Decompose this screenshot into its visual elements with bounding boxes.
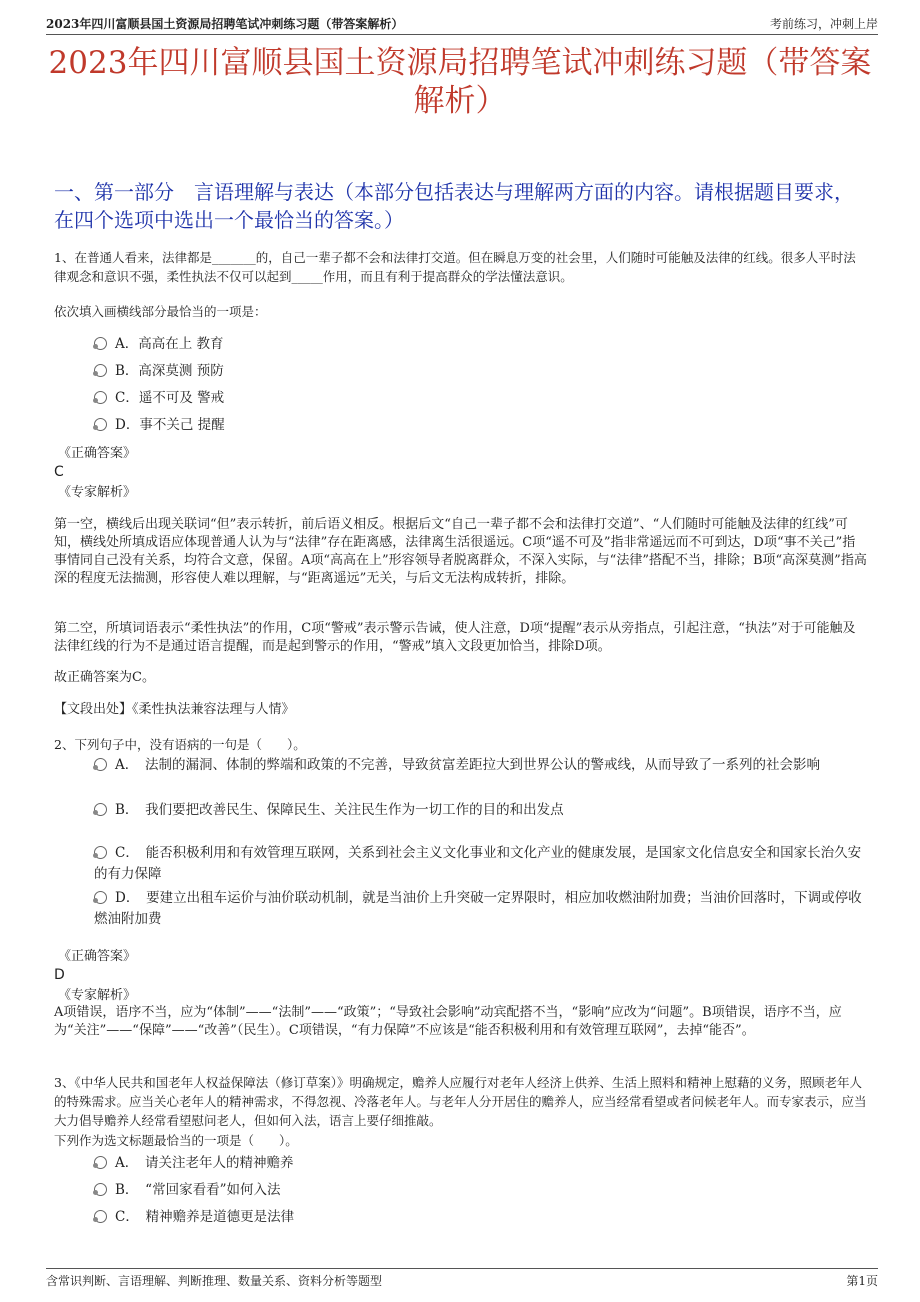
radio-icon[interactable] bbox=[94, 418, 107, 431]
radio-icon[interactable] bbox=[94, 337, 107, 350]
q1-answer: C bbox=[54, 464, 64, 480]
page-number: 第1页 bbox=[846, 1274, 878, 1288]
q3-stem: 3、《中华人民共和国老年人权益保障法（修订草案）》明确规定，赡养人应履行对老年人经济上供养、生活上照料和精神上慰藉的义务，照顾老年人的特殊需求。应当关心老年人的精神需求，不得忽视、冷落老年人。与老年人分开居住的赡养人，应当经常看望或者问候老年人。而专家表示，应当大力倡导赡养人经常看望慰问老人，但如何入法，语言上要仔细推敲。 bbox=[54, 1075, 867, 1128]
section-heading: 一、第一部分 言语理解与表达（本部分包括表达与理解两方面的内容。请根据题目要求，在四个选项中选出一个最恰当的答案。） bbox=[54, 180, 854, 232]
q1-option-c[interactable]: C．遥不可及 警戒 bbox=[94, 388, 868, 409]
radio-icon[interactable] bbox=[94, 758, 107, 771]
q1-option-a[interactable]: A．高高在上 教育 bbox=[94, 334, 868, 355]
radio-icon[interactable] bbox=[94, 891, 107, 904]
q2-analysis-label: 《专家解析》 bbox=[58, 988, 137, 1003]
q1-prompt: 依次填入画横线部分最恰当的一项是： bbox=[54, 304, 267, 319]
radio-icon[interactable] bbox=[94, 846, 107, 859]
q1-analysis-para1: 第一空，横线后出现关联词“但”表示转折，前后语义相反。根据后文“自己一辈子都不会和法律打交道”、“人们随时可能触及法律的红线”可知，横线处所填成语应体现普通人认为与“法律”存在距离感，法律离生活很遥远。C项“遥不可及”指非常遥远而不可到达，D项“事不关己”指事情同自己没有关系，均符合文意，保留。A项“高高在上”形容领导者脱离群众，不深入实际，与“法律”搭配不当，排除；B项“高深莫测”指高深的程度无法揣测，形容使人难以理解，与“距离遥远”无关，与后文无法构成转折，排除。 bbox=[54, 517, 867, 586]
q1-conclusion: 故正确答案为C。 bbox=[54, 670, 155, 685]
q2-analysis: A项错误，语序不当，应为“体制”——“法制”——“政策”；“导致社会影响”动宾配搭不当，“影响”应改为“问题”。B项错误，语序不当，应为“关注”——“保障”——“改善”（民生）。C项错误，“有力保障”不应该是“能否积极利用和有效管理互联网”，去掉“能否”。 bbox=[54, 1005, 842, 1038]
q3-option-a[interactable]: A． 请关注老年人的精神赡养 bbox=[94, 1153, 868, 1174]
footer-note: 含常识判断、言语理解、判断推理、数量关系、资料分析等题型 bbox=[46, 1274, 383, 1288]
q1-analysis-para2: 第二空，所填词语表示“柔性执法”的作用，C项“警戒”表示警示告诫，使人注意，D项“提醒”表示从旁指点，引起注意，“执法”对于可能触及法律红线的行为不是通过语言提醒，而是起到警示的作用，“警戒”填入文段更加恰当，排除D项。 bbox=[54, 621, 856, 654]
q2-option-c[interactable]: C． 能否积极利用和有效管理互联网，关系到社会主义文化事业和文化产业的健康发展，是国家文化信息安全和国家长治久安的有力保障 bbox=[94, 845, 862, 882]
q1-source: 【文段出处】《柔性执法兼容法理与人情》 bbox=[54, 702, 295, 717]
q1-option-b[interactable]: B．高深莫测 预防 bbox=[94, 361, 868, 382]
header-slogan: 考前练习，冲刺上岸 bbox=[769, 17, 878, 31]
page-header bbox=[46, 10, 878, 35]
q2-answer-label: 《正确答案》 bbox=[58, 949, 137, 964]
q3-option-c[interactable]: C． 精神赡养是道德更是法律 bbox=[94, 1207, 868, 1228]
q1-option-d[interactable]: D．事不关己 提醒 bbox=[94, 415, 868, 436]
radio-icon[interactable] bbox=[94, 803, 107, 816]
q2-answer: D bbox=[54, 967, 65, 983]
document-title: 2023年四川富顺县国土资源局招聘笔试冲刺练习题（带答案解析） bbox=[48, 45, 872, 119]
q1-analysis-label: 《专家解析》 bbox=[58, 485, 137, 500]
radio-icon[interactable] bbox=[94, 1210, 107, 1223]
q2-option-b[interactable]: B． 我们要把改善民生、保障民生、关注民生作为一切工作的目的和出发点 bbox=[94, 800, 868, 821]
q3-prompt: 下列作为选文标题最恰当的一项是（ ）。 bbox=[54, 1133, 298, 1148]
page-footer bbox=[46, 1268, 878, 1292]
q1-stem: 1、在普通人看来，法律都是_______的，自己一辈子都不会和法律打交道。但在瞬息万变的社会里，人们随时可能触及法律的红线。很多人平时法律观念和意识不强，柔性执法不仅可以起到_____作用，而且有利于提高群众的学法懂法意识。 bbox=[54, 250, 856, 284]
q2-stem: 2、下列句子中，没有语病的一句是（ ）。 bbox=[54, 737, 306, 752]
radio-icon[interactable] bbox=[94, 364, 107, 377]
radio-icon[interactable] bbox=[94, 391, 107, 404]
radio-icon[interactable] bbox=[94, 1183, 107, 1196]
q1-answer-label: 《正确答案》 bbox=[58, 446, 137, 461]
header-title: 2023年四川富顺县国土资源局招聘笔试冲刺练习题（带答案解析） bbox=[46, 17, 404, 31]
radio-icon[interactable] bbox=[94, 1156, 107, 1169]
q2-option-a[interactable]: A． 法制的漏洞、体制的弊端和政策的不完善，导致贫富差距拉大到世界公认的警戒线，从而导致了一系列的社会影响 bbox=[94, 755, 868, 776]
q2-option-d[interactable]: D． 要建立出租车运价与油价联动机制，就是当油价上升突破一定界限时，相应加收燃油附加费；当油价回落时，下调或停收燃油附加费 bbox=[94, 890, 862, 927]
q3-option-b[interactable]: B． “常回家看看”如何入法 bbox=[94, 1180, 868, 1201]
